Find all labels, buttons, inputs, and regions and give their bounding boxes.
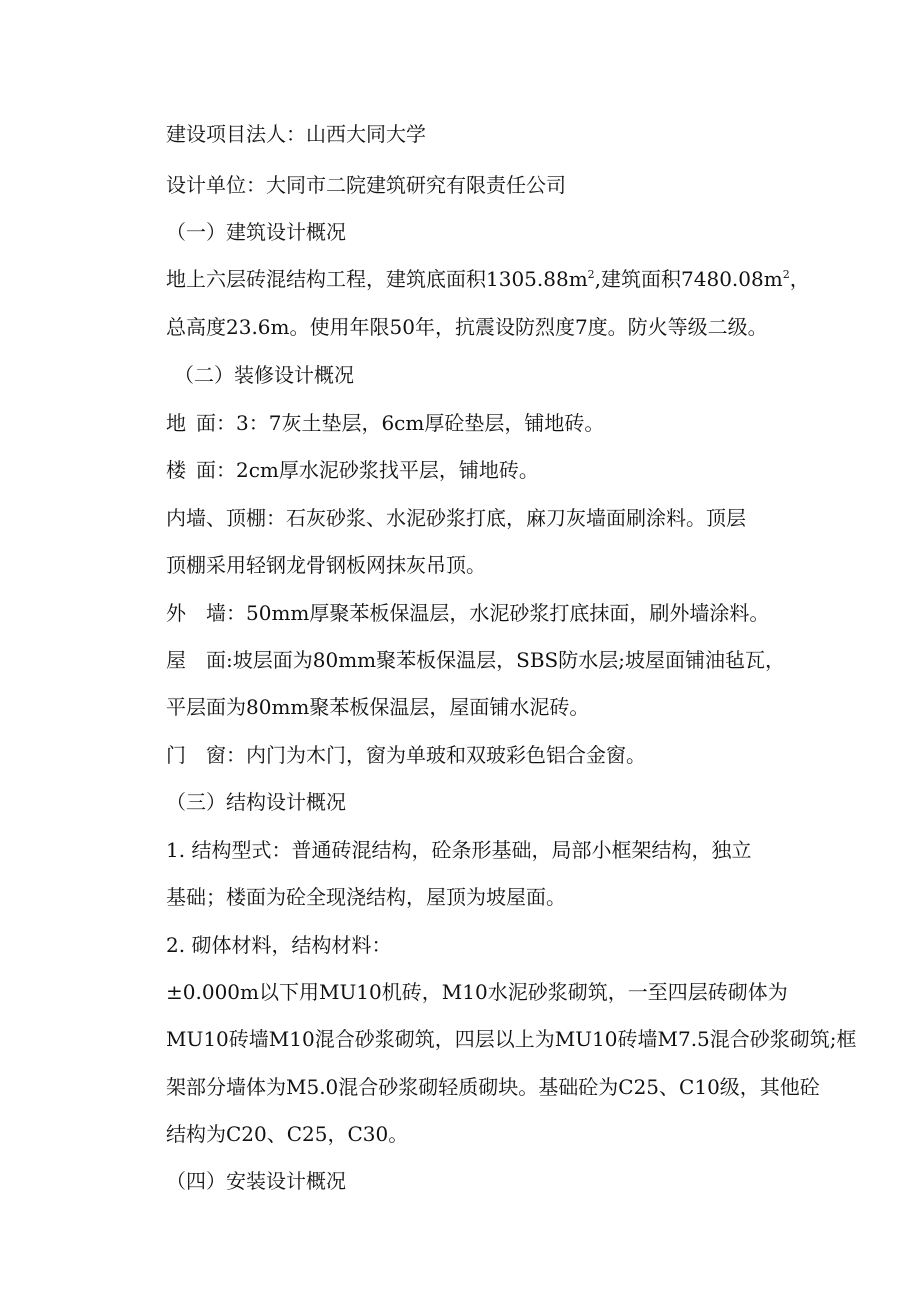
project-owner-line: 建设项目法人：山西大同大学	[166, 122, 426, 146]
masonry-materials-heading: 2. 砌体材料，结构材料：	[166, 933, 392, 957]
roof-line-1	[166, 646, 816, 674]
outer-wall-line	[166, 599, 816, 627]
architecture-text-c: ，	[789, 267, 810, 291]
section-heading-structure: （三）结构设计概况	[166, 790, 346, 814]
structure-type-line-1: 1. 结构型式：普通砖混结构，砼条形基础，局部小框架结构，独立	[166, 838, 752, 862]
materials-line-3: 架部分墙体为M5.0混合砂浆砌轻质砌块。基础砼为C25、C10级，其他砼	[166, 1075, 820, 1099]
door-text: 内门为木门，窗为单玻和双玻彩色铝合金窗。	[246, 743, 646, 767]
floor-line	[166, 409, 816, 437]
inner-wall-line-2: 顶棚采用轻钢龙骨钢板网抹灰吊顶。	[166, 553, 486, 577]
materials-line-1: ±0.000m以下用MU10机砖，M10水泥砂浆砌筑，一至四层砖砌体为	[166, 980, 788, 1004]
floor-label-b: 面：	[196, 411, 236, 435]
outer-text: 50mm厚聚苯板保温层，水泥砂浆打底抹面，刷外墙涂料。	[246, 601, 770, 625]
roof-label-b: 面:	[206, 648, 233, 672]
superscript-2-first: 2	[587, 268, 595, 281]
inner-wall-line-1: 内墙、顶棚：石灰砂浆、水泥砂浆打底，麻刀灰墙面刷涂料。顶层	[166, 506, 746, 530]
floor-label-a: 地	[166, 411, 186, 435]
outer-label-a: 外	[166, 601, 186, 625]
architecture-paragraph-line-1	[166, 265, 816, 293]
section-heading-architecture: （一）建筑设计概况	[166, 220, 346, 244]
storey-label-a: 楼	[166, 458, 186, 482]
roof-label-a: 屋	[166, 648, 186, 672]
materials-line-2: MU10砖墙M10混合砂浆砌筑，四层以上为MU10砖墙M7.5混合砂浆砌筑;框	[166, 1027, 857, 1051]
section-heading-decoration: （二）装修设计概况	[174, 363, 354, 387]
superscript-2-second: 2	[782, 268, 790, 281]
door-window-line	[166, 741, 816, 769]
architecture-paragraph-line-2: 总高度23.6m。使用年限50年，抗震设防烈度7度。防火等级二级。	[166, 315, 768, 339]
structure-type-line-2: 基础；楼面为砼全现浇结构，屋顶为坡屋面。	[166, 885, 566, 909]
storey-text: 2cm厚水泥砂浆找平层，铺地砖。	[236, 458, 539, 482]
design-unit-line: 设计单位：大同市二院建筑研究有限责任公司	[166, 173, 566, 197]
door-label-a: 门	[166, 743, 186, 767]
materials-line-4: 结构为C20、C25，C30。	[166, 1122, 409, 1146]
door-label-b: 窗：	[206, 743, 246, 767]
outer-label-b: 墙：	[206, 601, 246, 625]
storey-floor-line	[166, 456, 816, 484]
floor-text: 3：7灰土垫层，6cm厚砼垫层，铺地砖。	[236, 411, 605, 435]
roof-line-2: 平层面为80mm聚苯板保温层，屋面铺水泥砖。	[166, 695, 590, 719]
roof-text-1: 坡层面为80mm聚苯板保温层，SBS防水层;坡屋面铺油毡瓦，	[232, 648, 785, 672]
architecture-text-a: 地上六层砖混结构工程，建筑底面积1305.88m	[166, 267, 588, 291]
architecture-text-b: ,建筑面积7480.08m	[594, 267, 783, 291]
section-heading-installation: （四）安装设计概况	[166, 1169, 346, 1193]
storey-label-b: 面：	[196, 458, 236, 482]
